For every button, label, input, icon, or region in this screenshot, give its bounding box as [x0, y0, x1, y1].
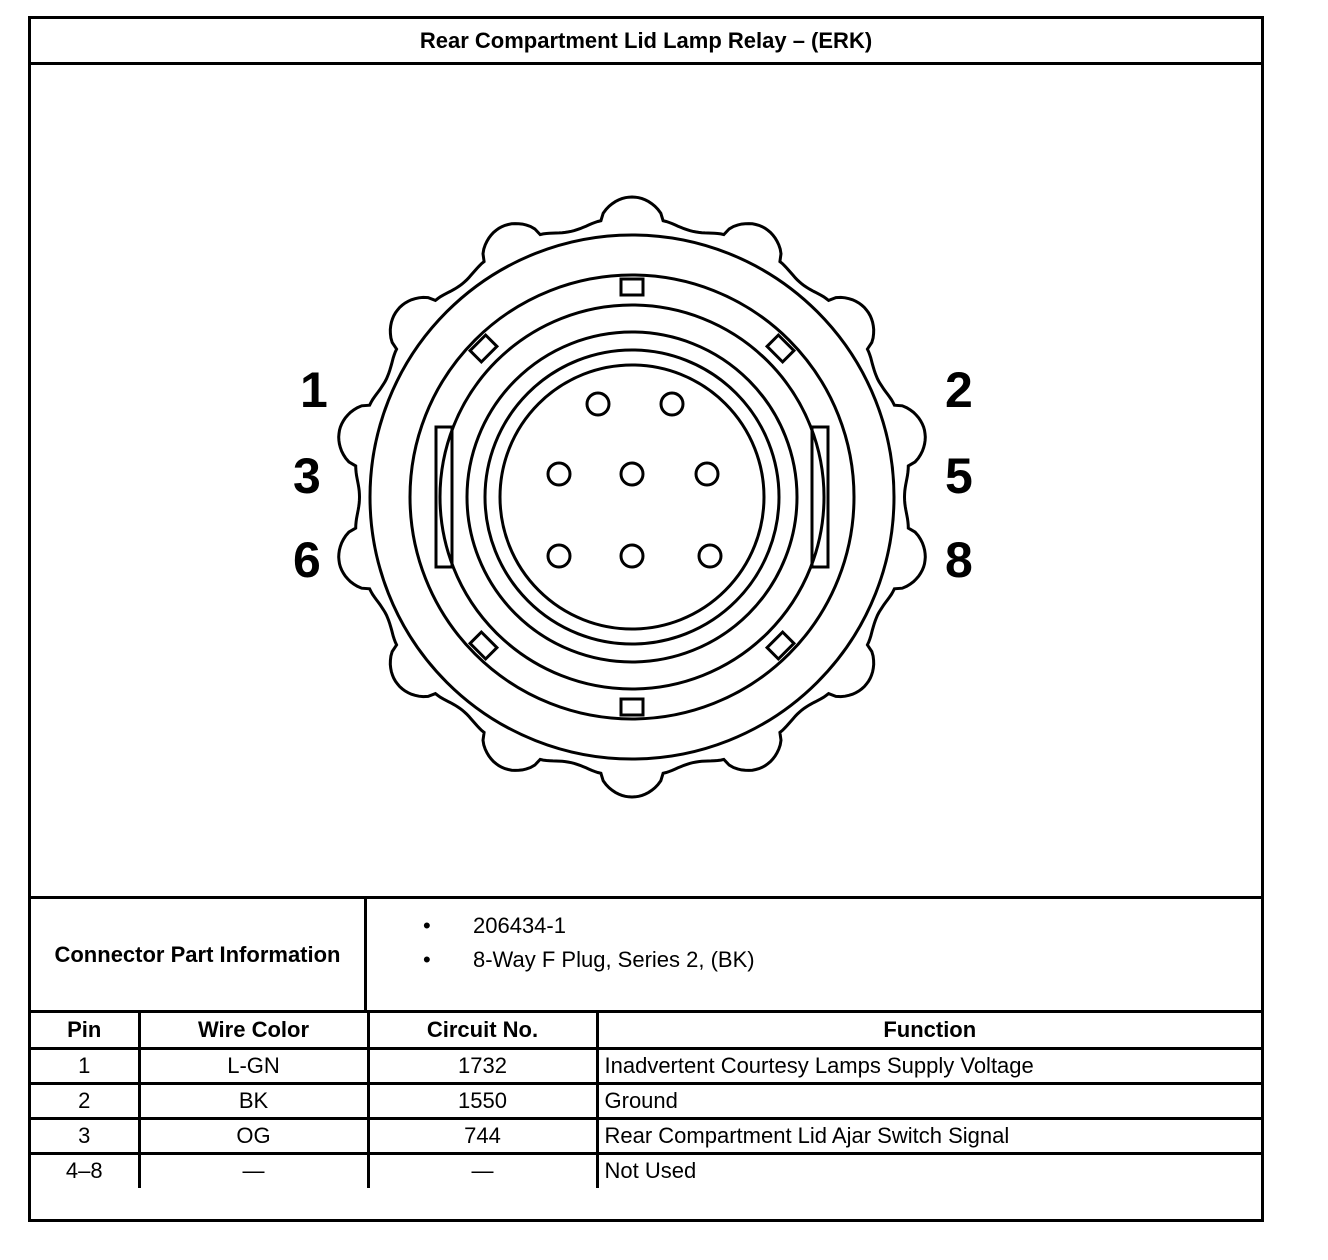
cell-wire-color: L-GN: [139, 1048, 368, 1083]
table-row: [31, 1083, 1261, 1118]
connector-part-item: • 8-Way F Plug, Series 2, (BK): [423, 943, 755, 977]
cell-function: Inadvertent Courtesy Lamps Supply Voltage: [597, 1048, 1261, 1083]
cell-circuit-no: 1550: [368, 1083, 597, 1118]
connector-part-item: • 206434-1: [423, 909, 755, 943]
pin-table-header: [31, 1013, 1261, 1048]
cell-function: Rear Compartment Lid Ajar Switch Signal: [597, 1118, 1261, 1153]
pin-label-8: 8: [945, 532, 973, 588]
connector-outer-lobed-shell: [339, 197, 926, 797]
pin-cavity-2: [661, 393, 683, 415]
bullet-icon: •: [423, 947, 431, 972]
table-row: [31, 1048, 1261, 1083]
table-row: [31, 1118, 1261, 1153]
cell-pin: 2: [31, 1083, 139, 1118]
connector-part-information: [31, 896, 1261, 1013]
header-circuit-no: Circuit No.: [368, 1013, 597, 1048]
page-title: Rear Compartment Lid Lamp Relay – (ERK): [31, 19, 1261, 65]
connector-part-list: [423, 909, 755, 977]
header-wire-color: Wire Color: [139, 1013, 368, 1048]
pin-label-3: 3: [293, 448, 321, 504]
connector-part-information-label: Connector Part Information: [31, 899, 367, 1010]
cell-circuit-no: —: [368, 1153, 597, 1188]
pin-cavities: [548, 393, 721, 567]
header-pin: Pin: [31, 1013, 139, 1048]
retention-tab-4: [621, 699, 643, 715]
pin-cavity-5: [696, 463, 718, 485]
pin-table: [31, 1013, 1261, 1188]
table-row: [31, 1153, 1261, 1188]
retention-tab-1: [621, 279, 643, 295]
header-function: Function: [597, 1013, 1261, 1048]
cell-function: Not Used: [597, 1153, 1261, 1188]
connector-inner-ring-1: [440, 305, 824, 689]
connector-inner-ring-4: [500, 365, 764, 629]
pin-label-6: 6: [293, 532, 321, 588]
pin-label-5: 5: [945, 448, 973, 504]
cell-pin: 1: [31, 1048, 139, 1083]
pin-cavity-6: [548, 545, 570, 567]
cell-circuit-no: 744: [368, 1118, 597, 1153]
side-key-1: [812, 427, 828, 567]
connector-face-drawing: [31, 65, 1261, 896]
cell-pin: 3: [31, 1118, 139, 1153]
pin-label-2: 2: [945, 362, 973, 418]
connector-locking-ring: [410, 275, 854, 719]
cell-function: Ground: [597, 1083, 1261, 1118]
cell-wire-color: —: [139, 1153, 368, 1188]
bullet-icon: •: [423, 913, 431, 938]
cell-wire-color: OG: [139, 1118, 368, 1153]
pin-cavity-3: [548, 463, 570, 485]
connector-sheet: [28, 16, 1264, 1222]
pin-cavity-4: [621, 463, 643, 485]
cell-circuit-no: 1732: [368, 1048, 597, 1083]
cell-pin: 4–8: [31, 1153, 139, 1188]
cell-wire-color: BK: [139, 1083, 368, 1118]
connector-inner-ring-3: [485, 350, 779, 644]
pin-label-1: 1: [300, 362, 328, 418]
pin-cavity-1: [587, 393, 609, 415]
connector-outer-ring: [370, 235, 894, 759]
connector-inner-ring-2: [467, 332, 797, 662]
side-key-2: [436, 427, 452, 567]
pin-cavity-7: [621, 545, 643, 567]
pin-cavity-8: [699, 545, 721, 567]
connector-diagram: [31, 65, 1261, 896]
